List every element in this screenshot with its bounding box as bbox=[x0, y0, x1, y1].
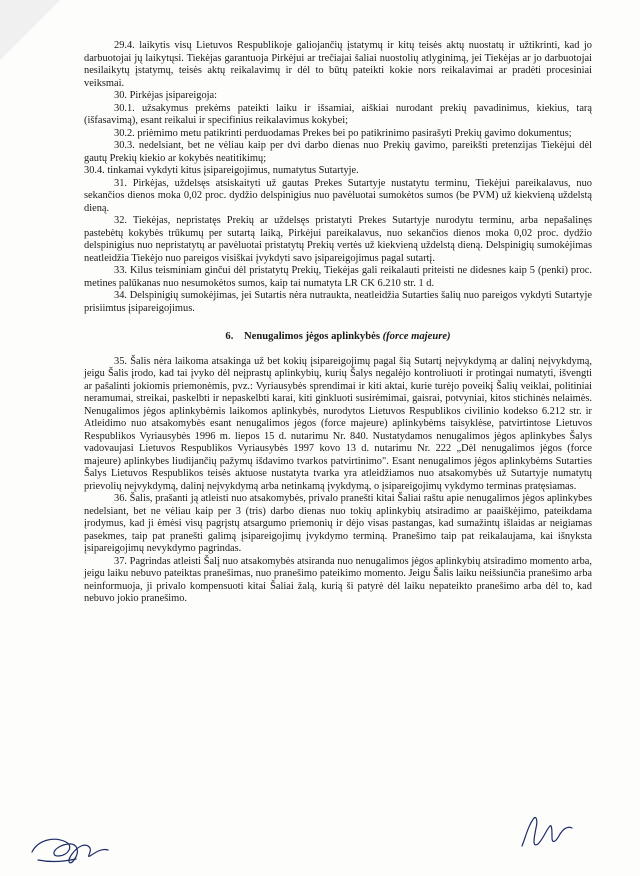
clause-30-4: 30.4. tinkamai vykdyti kitus įsipareigojimus, numatytus Sutartyje. bbox=[84, 165, 359, 176]
clause-30: 30. Pirkėjas įsipareigoja: bbox=[114, 90, 218, 101]
clause-36: 36. Šalis, prašanti ją atleisti nuo atsakomybės, privalo pranešti kitai Šaliai raštu apie nenugalimos jėgos aplinkybes nedelsiant, bet ne vėliau kaip per 3 (tris) darbo dienas nuo tokių aplinkybių atsiradimo ar paaiškėjimo, pateikdama įrodymus, kad ji ėmėsi visų pagrįstų atsargumo priemonių ir dėjo visas pastangas, kad sumažintų išlaidas ar neigiamas pasekmes, taip pat pranešti galimą įsipareigojimų įvykdymo terminą. Pranešimo taip pat reikalaujama, kai išnyksta įsipareigojimų nevykdymo pagrindas. bbox=[84, 493, 592, 554]
clause-35: 35. Šalis nėra laikoma atsakinga už bet kokių įsipareigojimų pagal šią Sutartį neįvykdymą ar dalinį neįvykdymą, jeigu Šalis įrodo, kad tai įvyko dėl neįprastų aplinkybių, kurių Šalys negalėjo kontroliuoti ir protingai numatyti, išvengti ar pašalinti jokiomis priemonėmis, pvz.: Vyriausybės sprendimai ir kiti aktai, kurie turėjo poveikį Šalių veiklai, politiniai neramumai, streikai, paskelbti ir nepaskelbti karai, kiti ginkluoti susirėmimai, gaisrai, potvyniai, kitos stichinės nelaimės. Nenugalimos jėgos aplinkybėmis laikomos aplinkybės, nurodytos Lietuvos Respublikos civilinio kodekso 6.212 str. ir Atleidimo nuo atsakomybės esant nenugalimos jėgos (force majeure) aplinkybėms taisyklėse, patvirtintose Lietuvos Respublikos Vyriausybės 1996 m. liepos 15 d. nutarimu Nr. 840. Nustatydamos nenugalimos jėgos aplinkybes Šalys vadovaujasi Lietuvos Respublikos Vyriausybės 1997 kovo 13 d. nutarimu Nr. 222 „Dėl nenugalimos jėgos (force majeure) aplinkybes liudijančių pažymų išdavimo tvarkos patvirtinimo". Esant nenugalimos jėgos aplinkybėms Sutarties Šalys Lietuvos Respublikos teisės aktuose nustatyta tvarka yra atleidžiamos nuo atsakomybės už Sutartyje numatytų prievolių neįvykdymą, dalinį neįvykdymą arba netinkamą įvykdymą, o įsipareigojimų vykdymo terminas pratęsiamas. bbox=[84, 355, 592, 492]
clause-33: 33. Kilus teisminiam ginčui dėl pristatytų Prekių, Tiekėjas gali reikalauti priteisti ne didesnes kaip 5 (penki) proc. metines palūkanas nuo nesumokėtos sumos, kaip tai numatyta LR CK 6.210 str. 1 d. bbox=[84, 265, 592, 289]
clause-32: 32. Tiekėjas, nepristatęs Prekių ar uždelsęs pristatyti Prekes Sutartyje nurodytu terminu, arba nepašalinęs pastebėtų kokybės trūkumų per sutartą laiką, Pirkėjui pareikalavus, nuo sekančios dienos moka 0,02 proc. dydžio delspinigius nuo nepristatytų ar pavėluotai pristatytų Prekių vertės už kiekvieną uždelstą dieną. Delspinigių sumokėjimas neatleidžia Tiekėjo nuo pareigos visiškai įvykdyti savo įsipareigojimus pagal sutartį. bbox=[84, 215, 592, 264]
clause-29-4: 29.4. laikytis visų Lietuvos Respublikoje galiojančių įstatymų ir kitų teisės aktų nuostatų ir užtikrinti, kad jo darbuotojai jų laikytųsi. Tiekėjas garantuoja Pirkėjui ar trečiajai šaliai nuostolių atlyginimą, jei Tiekėjas ar jo darbuotojai nesilaikytų įstatymų, teisės aktų reikalavimų ir dėl to būtų pateikti kokie nors reikalavimai ar pradėti procesiniai veiksmai. bbox=[84, 40, 592, 89]
section-title-italic: (force majeure) bbox=[382, 331, 451, 342]
section-number: 6. bbox=[225, 331, 234, 342]
folded-corner bbox=[0, 0, 60, 60]
clause-30-2: 30.2. priėmimo metu patikrinti perduodamas Prekes bei po patikrinimo pasirašyti Prekių gavimo dokumentus; bbox=[114, 127, 572, 139]
section-title: Nenugalimos jėgos aplinkybės bbox=[243, 331, 380, 342]
clause-30-1: 30.1. užsakymus prekėms pateikti laiku ir išsamiai, aiškiai nurodant prekių pavadinimus, kiekius, tarą (išfasavimą), esant reikalui ir specifinius reikalavimus kokybei; bbox=[84, 102, 592, 126]
clause-34: 34. Delspinigių sumokėjimas, jei Sutartis nėra nutraukta, neatleidžia Sutarties šalių nuo pareigos vykdyti Sutartyje prisiimtus įsipareigojimus. bbox=[84, 290, 592, 314]
clause-30-3: 30.3. nedelsiant, bet ne vėliau kaip per dvi darbo dienas nuo Prekių gavimo, pareikšti pretenzijas Tiekėjui dėl gautų Prekių kiekio ar kokybės neatitikimų; bbox=[84, 140, 592, 164]
signature-left bbox=[28, 826, 128, 870]
clause-37: 37. Pagrindas atleisti Šalį nuo atsakomybės atsiranda nuo nenugalimos jėgos aplinkybių atsiradimo momento arba, jeigu laiku nebuvo pateiktas pranešimas, nuo pranešimo pateikimo momento. Jeigu Šalis laiku neišsiunčia pranešimo arba neinformuoja, ji privalo kompensuoti kitai Šaliai žalą, kurią ši patyrė dėl laiku nepateikto pranešimo arba dėl to, kad nebuvo jokio pranešimo. bbox=[84, 555, 592, 604]
signature-right bbox=[512, 808, 582, 858]
section-heading bbox=[84, 331, 592, 344]
contract-text bbox=[84, 40, 592, 606]
clause-31: 31. Pirkėjas, uždelsęs atsiskaityti už gautas Prekes Sutartyje nustatytu terminu, Tiekėjui pareikalavus, nuo sekančios dienos moka 0,02 proc. dydžio delspinigius nuo pavėluotai sumokėtos sumos (be PVM) už kiekvieną uždelstą dieną. bbox=[84, 177, 592, 214]
